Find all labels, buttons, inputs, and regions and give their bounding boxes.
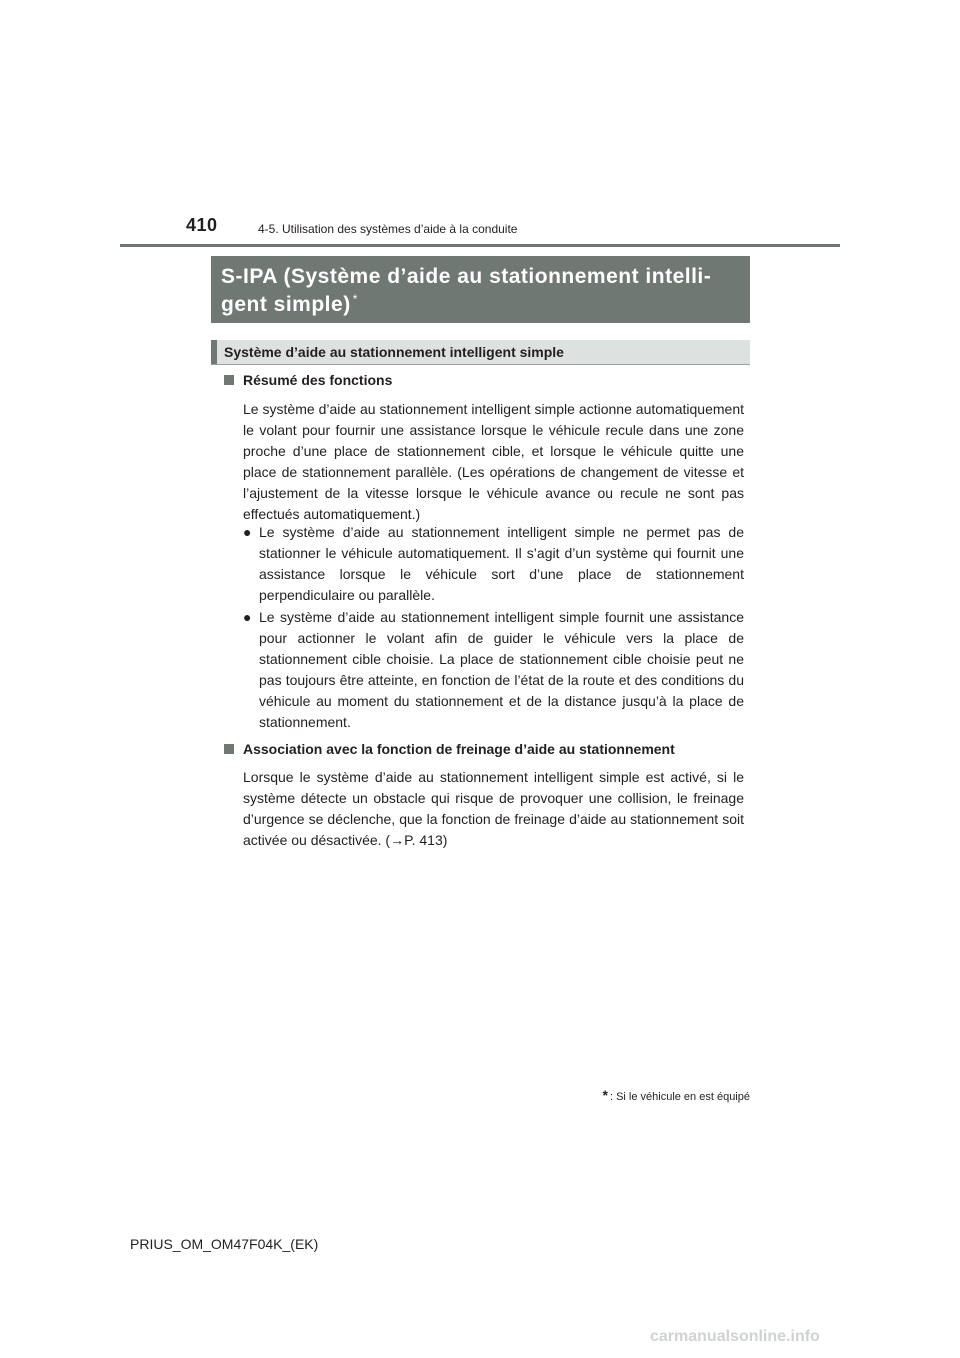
page-title [221,263,740,321]
title-line-1: S-IPA (Système d’aide au stationnement intelli- [221,265,712,288]
watermark: carmanualsonline.info [650,1328,820,1345]
title-box [211,256,750,323]
bullet-text-1: Le système d’aide au stationnement intelligent simple ne permet pas de stationner le véhicule automatiquement. Il s’agit d’un système qui fournit une assistance lorsque le véhicule sort d’une place de stationnement perpendiculaire ou parallèle. [259,524,744,603]
section-title-association [224,741,675,757]
section-title-text: Résumé des fonctions [243,372,393,388]
section-title-resume [224,372,392,388]
title-line-2: gent simple) [221,293,351,316]
square-bullet-icon [224,744,234,754]
section-title-text: Association avec la fonction de freinage d’aide au stationnement [243,741,675,757]
subheading-rule [211,364,750,365]
header-rule [120,244,840,247]
footnote-text: : Si le véhicule en est équipé [609,1091,750,1103]
footnote [585,1087,750,1103]
bullet-icon: ● [243,609,252,625]
paragraph-association: Lorsque le système d’aide au stationnement intelligent simple est activé, si le système détecte un obstacle qui risque de provoquer une collision, le freinage d’urgence se déclenche, que la fonction de freinage d’aide au stationnement soit activée ou désactivée. (→P. 413) [243,769,744,848]
section-label: 4-5. Utilisation des systèmes d’aide à la conduite [258,222,518,236]
subheading-box [211,340,750,364]
bullet-icon: ● [243,524,252,540]
page-number: 410 [186,215,218,235]
title-star: * [352,292,358,306]
bullet-text-2: Le système d’aide au stationnement intelligent simple fournit une assistance pour actionner le volant afin de guider le véhicule vers la place de stationnement cible choisie. La place de stationnement cible choisie peut ne pas toujours être atteinte, en fonction de l’état de la route et des conditions du véhicule au moment du stationnement et de la distance jusqu’à la place de stationnement. [259,609,744,730]
subheading-bar [211,340,217,364]
square-bullet-icon [224,375,234,385]
subheading-text: Système d’aide au stationnement intelligent simple [224,344,564,360]
footnote-star-icon: * [602,1087,608,1103]
footer-code: PRIUS_OM_OM47F04K_(EK) [130,1236,319,1252]
paragraph-resume: Le système d’aide au stationnement intelligent simple actionne automatiquement le volant pour fournir une assistance lorsque le véhicule recule dans une zone proche d’une place de stationnement cible, et lorsque le véhicule quitte une place de stationnement parallèle. (Les opérations de changement de vitesse et l’ajustement de la vitesse lorsque le véhicule avance ou recule ne sont pas effectués automatiquement.) [243,401,744,522]
